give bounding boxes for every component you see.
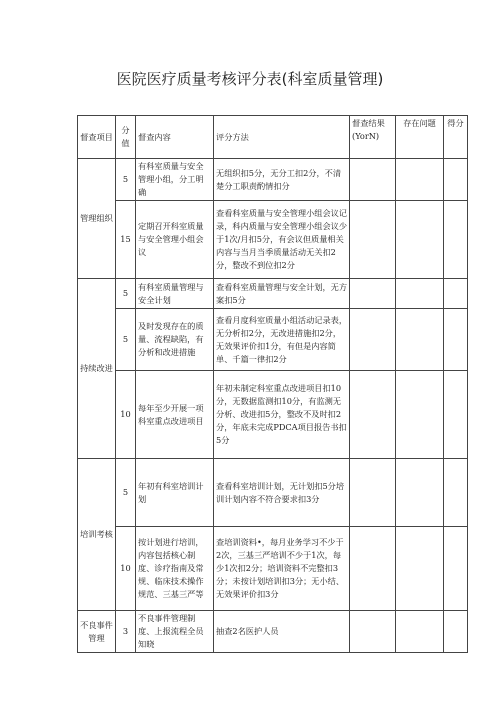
table-row: [78, 459, 468, 527]
points-cell[interactable]: [444, 371, 468, 459]
assessment-table: [77, 115, 468, 653]
points-cell[interactable]: [444, 201, 468, 279]
method-cell: 抽查2名医护人员: [214, 611, 350, 653]
problem-cell[interactable]: [396, 201, 444, 279]
table-row: [78, 611, 468, 653]
points-cell[interactable]: [444, 309, 468, 371]
page-title: 医院医疗质量考核评分表(科室质量管理): [116, 70, 384, 88]
table-row: [78, 159, 468, 201]
result-cell[interactable]: [350, 371, 396, 459]
header-problem: 存在问题: [396, 116, 444, 159]
result-cell[interactable]: [350, 279, 396, 309]
header-result: 督查结果(YorN): [350, 116, 396, 159]
header-item: 督查项目: [78, 116, 116, 159]
score-cell: 15: [116, 201, 136, 279]
group-cell: 不良事件管理: [78, 611, 116, 653]
score-cell: 10: [116, 527, 136, 611]
table-header-row: [78, 116, 468, 159]
score-cell: 3: [116, 611, 136, 653]
table-row: [78, 201, 468, 279]
points-cell[interactable]: [444, 527, 468, 611]
method-cell: 年初未制定科室重点改进项目扣10分，无数据监测扣10分，有监测无分析、改进扣5分，整改不及时扣2分，年底未完成PDCA项目报告书扣5分: [214, 371, 350, 459]
result-cell[interactable]: [350, 309, 396, 371]
method-cell: 无组织扣5分，无分工扣2分，不清楚分工职责酌情扣分: [214, 159, 350, 201]
score-cell: 5: [116, 159, 136, 201]
content-cell: 每年至少开展一项科室重点改进项目: [136, 371, 214, 459]
table-row: [78, 279, 468, 309]
content-cell: 不良事件管理制度、上报流程全员知晓: [136, 611, 214, 653]
problem-cell[interactable]: [396, 309, 444, 371]
table-row: [78, 309, 468, 371]
result-cell[interactable]: [350, 459, 396, 527]
result-cell[interactable]: [350, 159, 396, 201]
problem-cell[interactable]: [396, 611, 444, 653]
header-content: 督查内容: [136, 116, 214, 159]
content-cell: 定期召开科室质量与安全管理小组会议: [136, 201, 214, 279]
result-cell[interactable]: [350, 527, 396, 611]
points-cell[interactable]: [444, 611, 468, 653]
method-cell: 查培训资料•，每月业务学习不少于2次，三基三严培训不少于1次，每少1次扣2分；培训资料不完整扣3分；未按计划培训扣3分；无小结、无效果评价扣3分: [214, 527, 350, 611]
method-cell: 查看月度科室质量小组活动记录表，无分析扣2分，无改进措施扣2分，无效果评价扣1分，有但是内容简单、千篇一律扣2分: [214, 309, 350, 371]
score-cell: 10: [116, 371, 136, 459]
problem-cell[interactable]: [396, 527, 444, 611]
problem-cell[interactable]: [396, 371, 444, 459]
group-cell: 管理组织: [78, 159, 116, 279]
problem-cell[interactable]: [396, 279, 444, 309]
header-points: 得分: [444, 116, 468, 159]
score-cell: 5: [116, 459, 136, 527]
result-cell[interactable]: [350, 611, 396, 653]
result-cell[interactable]: [350, 201, 396, 279]
problem-cell[interactable]: [396, 159, 444, 201]
group-cell: 持续改进: [78, 279, 116, 459]
header-score: 分值: [116, 116, 136, 159]
content-cell: 及时发现存在的质量、流程缺陷，有分析和改进措施: [136, 309, 214, 371]
points-cell[interactable]: [444, 459, 468, 527]
points-cell[interactable]: [444, 159, 468, 201]
header-method: 评分方法: [214, 116, 350, 159]
group-cell: 培训考核: [78, 459, 116, 611]
content-cell: 有科室质量管理与安全计划: [136, 279, 214, 309]
method-cell: 查看科室培训计划，无计划扣5分培训计划内容不符合要求扣3分: [214, 459, 350, 527]
content-cell: 按计划进行培训，内容包括核心制度、诊疗指南及常规、临床技术操作规范、三基三严等: [136, 527, 214, 611]
content-cell: 年初有科室培训计划: [136, 459, 214, 527]
method-cell: 查看科室质量管理与安全计划，无方案扣5分: [214, 279, 350, 309]
content-cell: 有科室质量与安全管理小组，分工明确: [136, 159, 214, 201]
table-row: [78, 527, 468, 611]
method-cell: 查看科室质量与安全管理小组会议记录，科内质量与安全管理小组会议少于1次/月扣5分，有会议但质量相关内容与当月当季质量活动无关扣2分，整改不到位扣2分: [214, 201, 350, 279]
problem-cell[interactable]: [396, 459, 444, 527]
table-row: [78, 371, 468, 459]
points-cell[interactable]: [444, 279, 468, 309]
score-cell: 5: [116, 279, 136, 309]
score-cell: 5: [116, 309, 136, 371]
